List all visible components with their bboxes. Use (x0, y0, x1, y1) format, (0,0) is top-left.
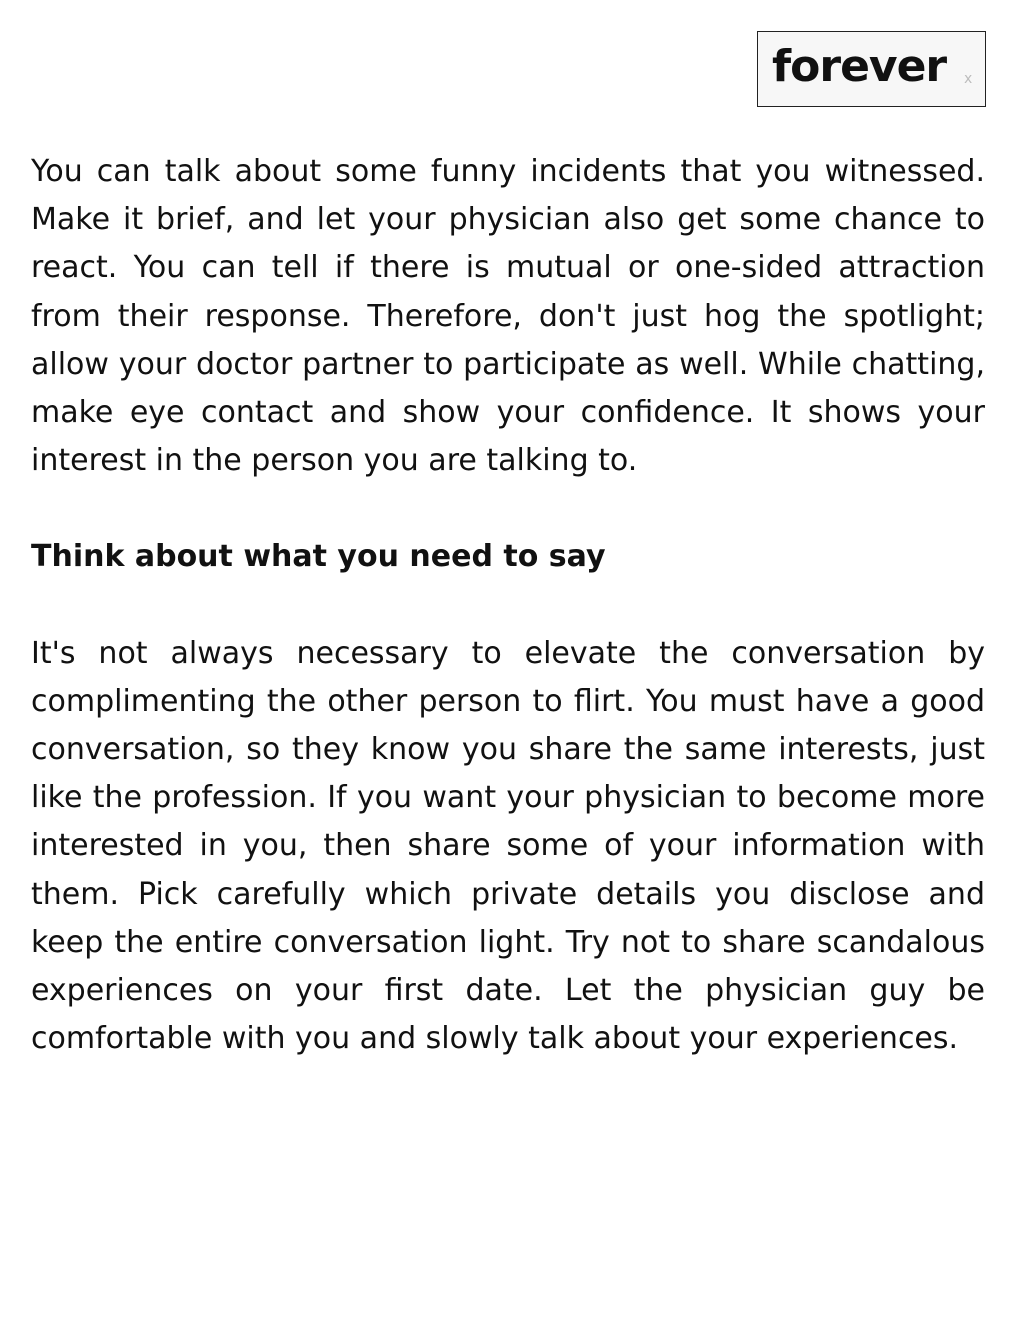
article-body (31, 148, 985, 1063)
section-heading: Think about what you need to say (31, 539, 606, 575)
paragraph-conversation: It's not always necessary to elevate the conversation by complimenting the other person to flirt. You must have a good conversation, so they know you share the same interests, just like the profession. If you want your physician to become more interested in you, then share some of your information with them. Pick carefully which private details you disclose and keep the entire conversation light. Try not to share scandalous experiences on your first date. Let the physician guy be comfortable with you and slowly talk about your experiences. (31, 635, 985, 1057)
brand-logo (757, 31, 986, 107)
paragraph-intro: You can talk about some funny incidents that you witnessed. Make it brief, and let your physician also get some chance to react. You can tell if there is mutual or one-sided attraction from their response. Therefore, don't just hog the spotlight; allow your doctor partner to participate as well. While chatting, make eye contact and show your confidence. It shows your interest in the person you are talking to. (31, 154, 985, 479)
logo-mark: x (964, 71, 973, 87)
logo-wordmark: forever (772, 41, 947, 92)
